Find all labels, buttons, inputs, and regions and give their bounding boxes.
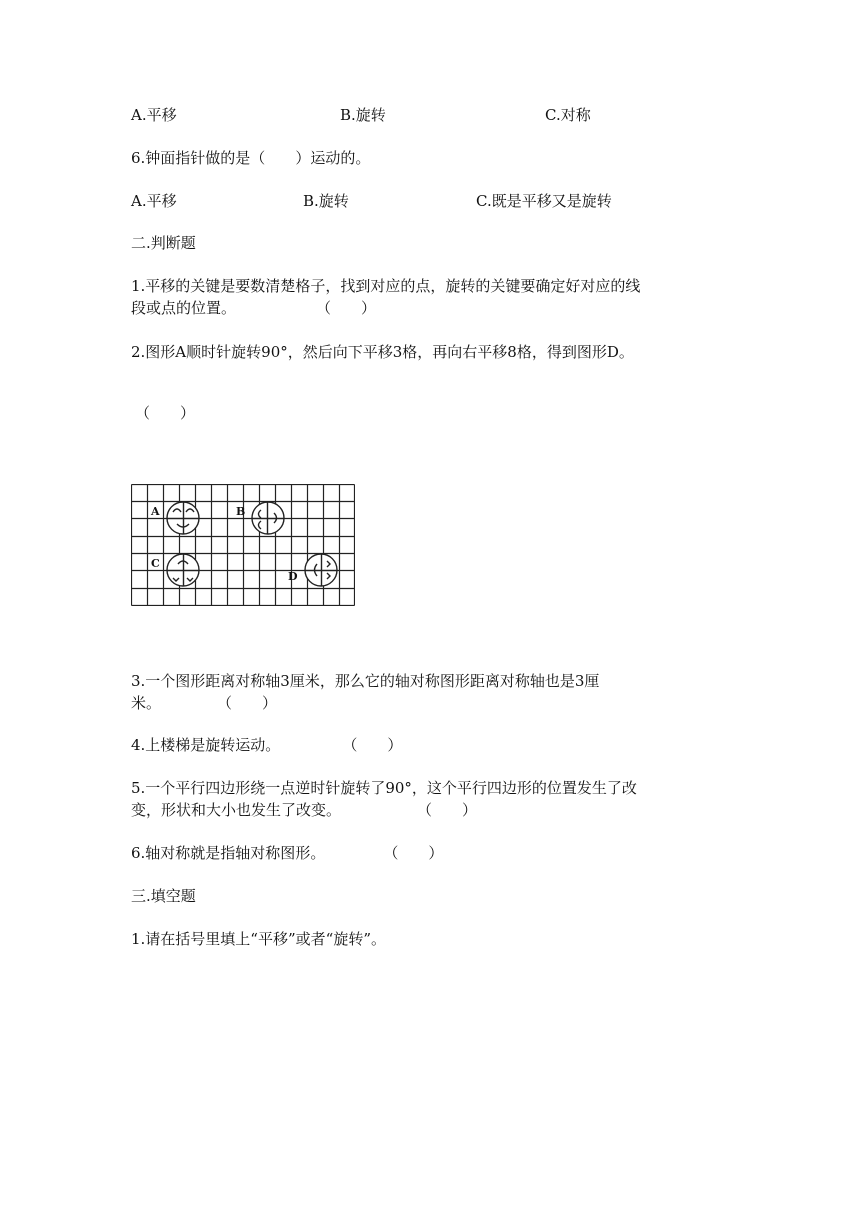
judge-q6: 6.轴对称就是指轴对称图形。 （ ） bbox=[131, 844, 444, 862]
judge-q2-line1: 2.图形A顺时针旋转90°，然后向下平移3格，再向右平移8格，得到图形D。 bbox=[131, 343, 634, 361]
fill-q1: 1.请在括号里填上“平移”或者“旋转”。 bbox=[131, 930, 386, 948]
section-title-fill-blank: 三.填空题 bbox=[131, 887, 196, 905]
q6-option-b: B.旋转 bbox=[303, 192, 349, 210]
q5-option-c: C.对称 bbox=[545, 106, 591, 124]
judge-q4: 4.上楼梯是旋转运动。 （ ） bbox=[131, 736, 403, 754]
judge-q3-line2: 米。 （ ） bbox=[131, 694, 278, 712]
judge-q5-line1: 5.一个平行四边形绕一点逆时针旋转了90°，这个平行四边形的位置发生了改 bbox=[131, 779, 637, 797]
q6-option-a: A.平移 bbox=[131, 192, 177, 210]
q5-option-b: B.旋转 bbox=[340, 106, 386, 124]
figure-label-c: C bbox=[151, 557, 160, 570]
q6-stem: 6.钟面指针做的是（ ）运动的。 bbox=[131, 149, 371, 167]
answer-paren: （ ） bbox=[135, 404, 196, 422]
judge-q5-line2: 变，形状和大小也发生了改变。 （ ） bbox=[131, 801, 478, 819]
answer-paren: （ ） bbox=[217, 694, 278, 712]
judge-q1-line1: 1.平移的关键是要数清楚格子，找到对应的点，旋转的关键要确定好对应的线 bbox=[131, 277, 641, 295]
q5-option-a: A.平移 bbox=[131, 106, 177, 124]
figure-label-d: D bbox=[288, 570, 298, 583]
judge-q3-line1: 3.一个图形距离对称轴3厘米，那么它的轴对称图形距离对称轴也是3厘 bbox=[131, 672, 600, 690]
figure-label-b: B bbox=[236, 505, 246, 518]
answer-paren: （ ） bbox=[383, 844, 444, 862]
answer-paren: （ ） bbox=[342, 736, 403, 754]
judge-q1-line2: 段或点的位置。 （ ） bbox=[131, 299, 377, 317]
figure-label-a: A bbox=[151, 505, 160, 518]
section-title-judgement: 二.判断题 bbox=[131, 234, 196, 252]
rotation-grid-figure bbox=[131, 484, 355, 606]
answer-paren: （ ） bbox=[316, 299, 377, 317]
answer-paren: （ ） bbox=[417, 801, 478, 819]
q6-option-c: C.既是平移又是旋转 bbox=[476, 192, 612, 210]
